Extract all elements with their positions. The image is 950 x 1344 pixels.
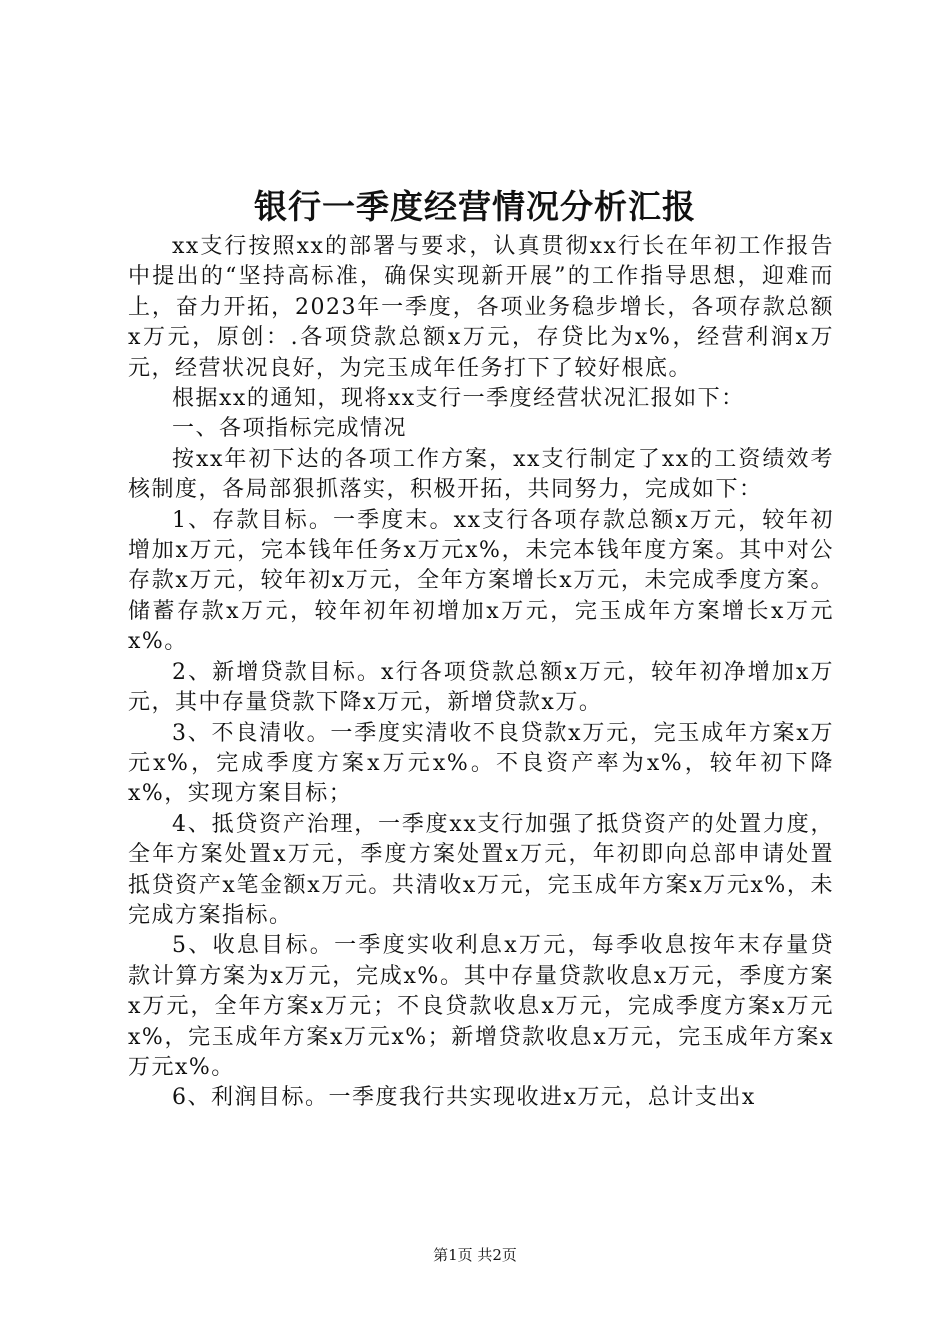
paragraph-deposit-target: 1、存款目标。一季度末。xx支行各项存款总额x万元，较年初增加x万元，完本钱年任务x万元x%，未完本钱年度方案。其中对公存款x万元，较年初x万元，全年方案增长x万元，未完成季度方案。储蓄存款x万元，较年初年初增加x万元，完玉成年方案增长x万元x%。	[128, 507, 834, 655]
paragraph-interest-target: 5、收息目标。一季度实收利息x万元，每季收息按年末存量贷款计算方案为x万元，完成x%。其中存量贷款收息x万元，季度方案x万元，全年方案x万元；不良贷款收息x万元，完成季度方案x万元x%，完玉成年方案x万元x%；新增贷款收息x万元，完玉成年方案x万元x%。	[128, 933, 835, 1080]
section-heading-indicators: 一、各项指标完成情况	[172, 416, 408, 442]
paragraph-bad-loan-collection: 3、不良清收。一季度实清收不良贷款x万元，完玉成年方案x万元x%，完成季度方案x万元x%。不良资产率为x%，较年初下降x%，实现方案目标；	[128, 720, 834, 807]
page-number-footer: 第1页 共2页	[433, 1246, 517, 1264]
paragraph-work-plan: 按xx年初下达的各项工作方案，xx支行制定了xx的工资绩效考核制度，各局部狠抓落实，积极开拓，共同努力，完成如下：	[128, 446, 834, 503]
paragraph-report-notice: 根据xx的通知，现将xx支行一季度经营状况汇报如下：	[172, 386, 745, 412]
paragraph-intro: xx支行按照xx的部署与要求，认真贯彻xx行长在年初工作报告中提出的“坚持高标准，确保实现新开展”的工作指导思想，迎难而上，奋力开拓，2023年一季度，各项业务稳步增长，各项存款总额x万元，原创：.各项贷款总额x万元，存贷比为x%，经营利润x万元，经营状况良好，为完玉成年任务打下了较好根底。	[128, 234, 834, 381]
paragraph-new-loan-target: 2、新增贷款目标。x行各项贷款总额x万元，较年初净增加x万元，其中存量贷款下降x万元，新增贷款x万。	[128, 659, 834, 716]
document-body	[128, 232, 834, 1114]
paragraph-profit-target: 6、利润目标。一季度我行共实现收进x万元，总计支出x	[172, 1085, 756, 1111]
document-title: 银行一季度经营情况分析汇报	[254, 187, 696, 226]
paragraph-foreclosed-assets: 4、抵贷资产治理，一季度xx支行加强了抵贷资产的处置力度，全年方案处置x万元，季度方案处置x万元，年初即向总部申请处置抵贷资产x笔金额x万元。共清收x万元，完玉成年方案x万元x%，未完成方案指标。	[128, 811, 834, 928]
